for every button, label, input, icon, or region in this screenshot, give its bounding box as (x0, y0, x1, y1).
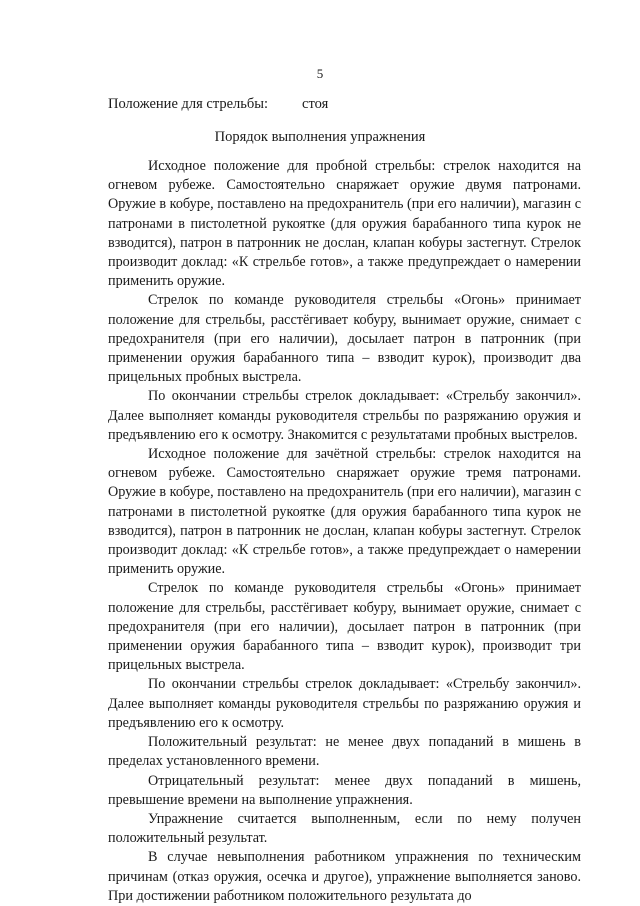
shooting-position-label: Положение для стрельбы: (108, 96, 269, 112)
paragraph-technical-failure: В случае невыполнения работником упражнения по техническим причинам (отказ оружия, осечка и другое), упражнение выполняется заново. При достижении работником положительного результата до (108, 849, 581, 904)
paragraph-trial-initial-position: Исходное положение для пробной стрельбы: стрелок находится на огневом рубеже. Самостоятельно снаряжает оружие двумя патронами. Оружие в кобуре, поставлено на предохранитель (при его наличии), магазин с патронами в пистолетной рукоятке (для оружия барабанного типа курок не взводится), патрон в патронник не дослан, клапан кобуры застегнут. Стрелок производит доклад: «К стрельбе готов», а также предупреждает о намерении применить оружие. (108, 158, 581, 290)
paragraph-test-firing: Стрелок по команде руководителя стрельбы «Огонь» принимает положение для стрельбы, расстёгивает кобуру, вынимает оружие, снимает с предохранителя (при его наличии), досылает патрон в патронник (при применении оружия барабанного типа – взводит курок), производит три прицельных выстрела. (108, 580, 581, 674)
paragraph-trial-firing: Стрелок по команде руководителя стрельбы «Огонь» принимает положение для стрельбы, расстёгивает кобуру, вынимает оружие, снимает с предохранителя (при его наличии), досылает патрон в патронник (при применении оружия барабанного типа – взводит курок), производит два прицельных пробных выстрела. (108, 292, 581, 386)
paragraph-completion-criteria: Упражнение считается выполненным, если по нему получен положительный результат. (108, 810, 581, 847)
section-title: Порядок выполнения упражнения (214, 129, 426, 145)
paragraph-trial-end: По окончании стрельбы стрелок докладывает: «Стрельбу закончил». Далее выполняет команды руководителя стрельбы по разряжанию оружия и предъявлению его к осмотру. Знакомится с результатами пробных выстрелов. (108, 388, 581, 443)
shooting-position-line (108, 96, 328, 113)
paragraph-test-end: По окончании стрельбы стрелок докладывает: «Стрельбу закончил». Далее выполняет команды руководителя стрельбы по разряжанию оружия и предъявлению его к осмотру. (108, 676, 581, 731)
paragraph-test-initial-position: Исходное положение для зачётной стрельбы: стрелок находится на огневом рубеже. Самостоятельно снаряжает оружие тремя патронами. Оружие в кобуре, поставлено на предохранитель (при его наличии), магазин с патронами в пистолетной рукоятке (для оружия барабанного типа курок не взводится), патрон в патронник не дослан, клапан кобуры застегнут. Стрелок производит доклад: «К стрельбе готов», а также предупреждает о намерении применить оружие. (108, 446, 581, 578)
page-number: 5 (316, 66, 324, 81)
body-text (108, 157, 581, 906)
paragraph-positive-result: Положительный результат: не менее двух попаданий в мишень в пределах установленного времени. (108, 734, 581, 770)
shooting-position-value: стоя (302, 96, 329, 112)
paragraph-negative-result: Отрицательный результат: менее двух попаданий в мишень, превышение времени на выполнение упражнения. (108, 772, 581, 808)
